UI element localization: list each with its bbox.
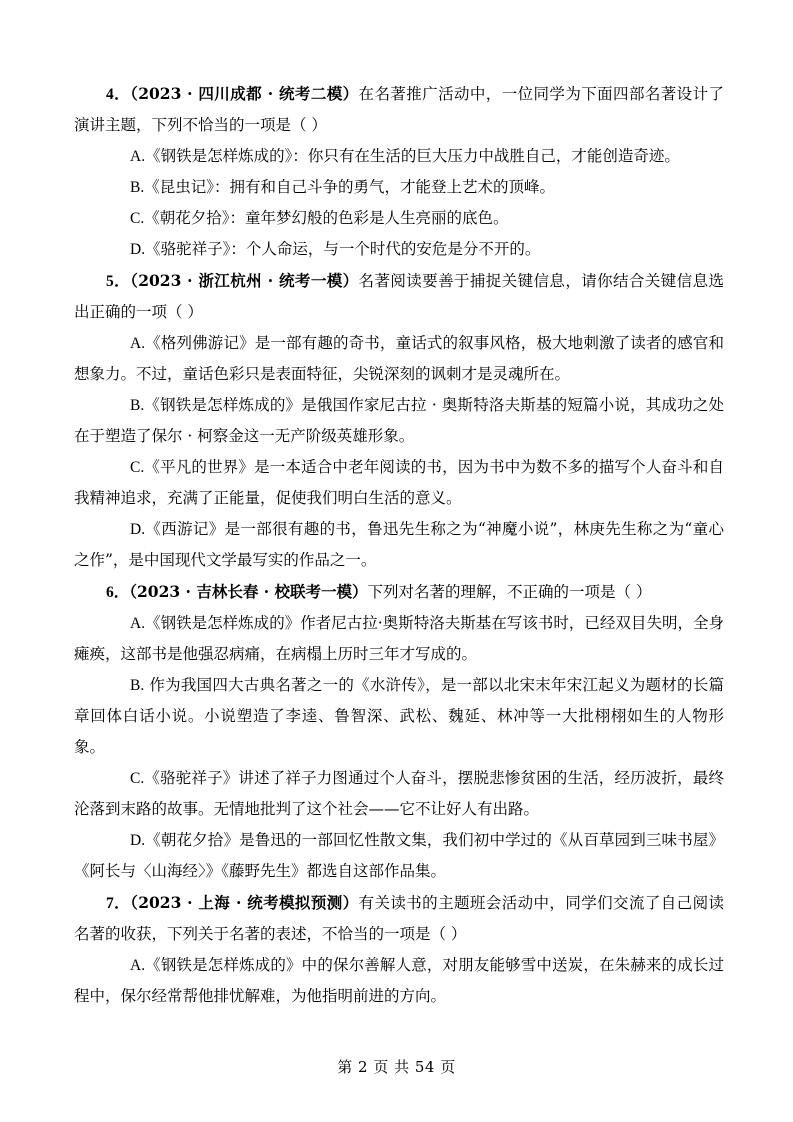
option-text: 《骆驼祥子》：个人命运，与一个时代的安危是分不开的。 — [145, 240, 541, 258]
question-6-option-d — [74, 825, 724, 887]
question-number: 5． — [106, 273, 131, 290]
question-6-option-a — [74, 608, 724, 670]
option-letter: B. — [130, 677, 145, 694]
question-list — [74, 78, 724, 1012]
option-text: 作为我国四大古典名著之一的《水浒传》，是一部以北宋末年宋江起义为题材的长篇章回体白话小说。小说塑造了李逵、鲁智深、武松、魏延、林冲等一大批栩栩如生的人物形象。 — [74, 676, 724, 756]
question-7-stem — [74, 887, 724, 950]
question-4-stem — [74, 78, 724, 141]
question-source: （2023 · 浙江杭州 · 统考一模） — [130, 271, 359, 290]
option-letter: C. — [130, 210, 145, 227]
question-6-option-c — [74, 763, 724, 825]
question-4-option-b — [74, 172, 724, 203]
option-text: 《格列佛游记》是一部有趣的奇书，童话式的叙事风格，极大地刺激了读者的感官和想象力。不过，童话色彩只是表面特征，尖锐深刻的讽刺才是灵魂所在。 — [74, 334, 724, 383]
question-source: （2023 · 上海 · 统考模拟预测） — [130, 893, 359, 912]
option-letter: C. — [130, 459, 145, 476]
question-4-option-c — [74, 203, 724, 234]
question-6-stem — [74, 576, 724, 608]
option-text: 《朝花夕拾》是鲁迅的一部回忆性散文集，我们初中学过的《从百草园到三味书屋》《阿长与〈山海经〉》《藤野先生》都选自这部作品集。 — [74, 831, 724, 880]
question-source: （2023 · 四川成都 · 统考二模） — [130, 84, 359, 103]
option-letter: A. — [130, 148, 146, 165]
option-letter: D. — [130, 521, 146, 538]
question-text: 名著阅读要善于捕捉关键信息，请你结合关键信息选出正确的一项（ ） — [74, 272, 724, 321]
option-text: 《朝花夕拾》：童年梦幻般的色彩是人生亮丽的底色。 — [144, 209, 509, 227]
option-text: 《钢铁是怎样炼成的》作者尼古拉·奥斯特洛夫斯基在写该书时，已经双目失明，全身瘫痪，这部书是他强忍病痛，在病榻上历时三年才写成的。 — [74, 614, 724, 663]
question-5-stem — [74, 265, 724, 328]
question-number: 7． — [106, 895, 131, 912]
question-text: 在名著推广活动中，一位同学为下面四部名著设计了演讲主题，下列不恰当的一项是（ ） — [74, 85, 724, 134]
option-letter: B. — [130, 397, 145, 414]
question-text: 下列对名著的理解，不正确的一项是（ ） — [367, 583, 652, 601]
option-text: 《平凡的世界》是一本适合中老年阅读的书，因为书中为数不多的描写个人奋斗和自我精神追求，充满了正能量，促使我们明白生活的意义。 — [74, 458, 724, 507]
option-letter: C. — [130, 770, 145, 787]
question-7-option-a — [74, 950, 724, 1012]
option-letter: D. — [130, 241, 146, 258]
option-text: 《钢铁是怎样炼成的》是俄国作家尼古拉 · 奥斯特洛夫斯基的短篇小说，其成功之处在于塑造了保尔 · 柯察金这一无产阶级英雄形象。 — [74, 396, 724, 445]
question-5-option-a — [74, 328, 724, 390]
page-footer: 第 2 页 共 54 页 — [337, 1058, 456, 1076]
question-6-option-b — [74, 670, 724, 763]
option-letter: B. — [130, 179, 145, 196]
question-number: 4． — [106, 86, 131, 103]
option-text: 《钢铁是怎样炼成的》：你只有在生活的巨大压力中战胜自己，才能创造奇迹。 — [145, 147, 680, 165]
question-number: 6． — [106, 584, 130, 601]
question-5-option-c — [74, 452, 724, 514]
option-text: 《骆驼祥子》讲述了祥子力图通过个人奋斗，摆脱悲惨贫困的生活，经历波折，最终沦落到末路的故事。无情地批判了这个社会——它不让好人有出路。 — [74, 769, 724, 818]
option-text: 《西游记》是一部很有趣的书，鲁迅先生称之为“神魔小说”，林庚先生称之为“童心之作”，是中国现代文学最写实的作品之一。 — [74, 520, 724, 569]
question-source: （2023 · 吉林长春 · 校联考一模） — [129, 582, 368, 601]
option-text: 《钢铁是怎样炼成的》中的保尔善解人意，对朋友能够雪中送炭，在朱赫来的成长过程中，保尔经常帮他排忧解难，为他指明前进的方向。 — [74, 956, 724, 1005]
question-text: 有关读书的主题班会活动中，同学们交流了自己阅读名著的收获，下列关于名著的表述，不恰当的一项是（ ） — [74, 894, 724, 943]
option-text: 《昆虫记》：拥有和自己斗争的勇气，才能登上艺术的顶峰。 — [144, 178, 555, 196]
question-5-option-b — [74, 390, 724, 452]
question-4-option-a — [74, 141, 724, 172]
option-letter: A. — [130, 615, 146, 632]
question-4-option-d — [74, 234, 724, 265]
option-letter: D. — [130, 832, 146, 849]
question-5-option-d — [74, 514, 724, 576]
option-letter: A. — [130, 335, 146, 352]
option-letter: A. — [130, 957, 146, 974]
